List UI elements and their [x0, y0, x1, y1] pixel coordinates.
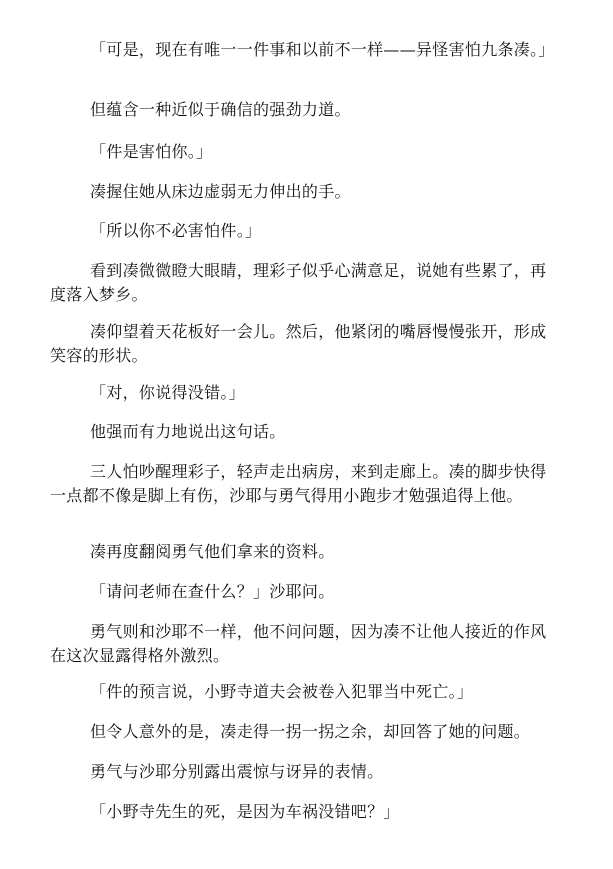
- paragraph: 凑再度翻阅勇气他们拿来的资料。: [90, 542, 335, 561]
- paragraph: 他强而有力地说出这句话。: [90, 422, 286, 441]
- paragraph: 但令人意外的是，凑走得一拐一拐之余，却回答了她的问题。: [90, 722, 531, 741]
- paragraph: 看到凑微微瞪大眼睛，理彩子似乎心满意足，说她有些累了，再度落入梦乡。: [50, 261, 547, 304]
- paragraph: 「请问老师在查什么？」沙耶问。: [90, 582, 335, 601]
- paragraph: 「所以你不必害怕件。」: [90, 221, 262, 240]
- paragraph: 「件的预言说，小野寺道夫会被卷入犯罪当中死亡。」: [90, 682, 474, 701]
- paragraph: 凑握住她从床边虚弱无力伸出的手。: [90, 182, 351, 201]
- paragraph: 「对，你说得没错。」: [90, 383, 246, 402]
- paragraph: 「小野寺先生的死，是因为车祸没错吧？」: [90, 802, 400, 821]
- paragraph: 勇气与沙耶分别露出震惊与讶异的表情。: [90, 762, 384, 781]
- paragraph: 「可是，现在有唯一一件事和以前不一样——异怪害怕九条凑。」: [90, 40, 555, 59]
- paragraph: 三人怕吵醒理彩子，轻声走出病房，来到走廊上。凑的脚步快得一点都不像是脚上有伤，沙耶与勇气得用小跑步才勉强追得上他。: [50, 462, 547, 505]
- paragraph: 凑仰望着天花板好一会儿。然后，他紧闭的嘴唇慢慢张开，形成笑容的形状。: [50, 322, 547, 365]
- paragraph: 「件是害怕你。」: [90, 142, 213, 161]
- paragraph: 但蕴含一种近似于确信的强劲力道。: [90, 100, 351, 119]
- paragraph: 勇气则和沙耶不一样，他不问问题，因为凑不让他人接近的作风在这次显露得格外激烈。: [50, 622, 547, 665]
